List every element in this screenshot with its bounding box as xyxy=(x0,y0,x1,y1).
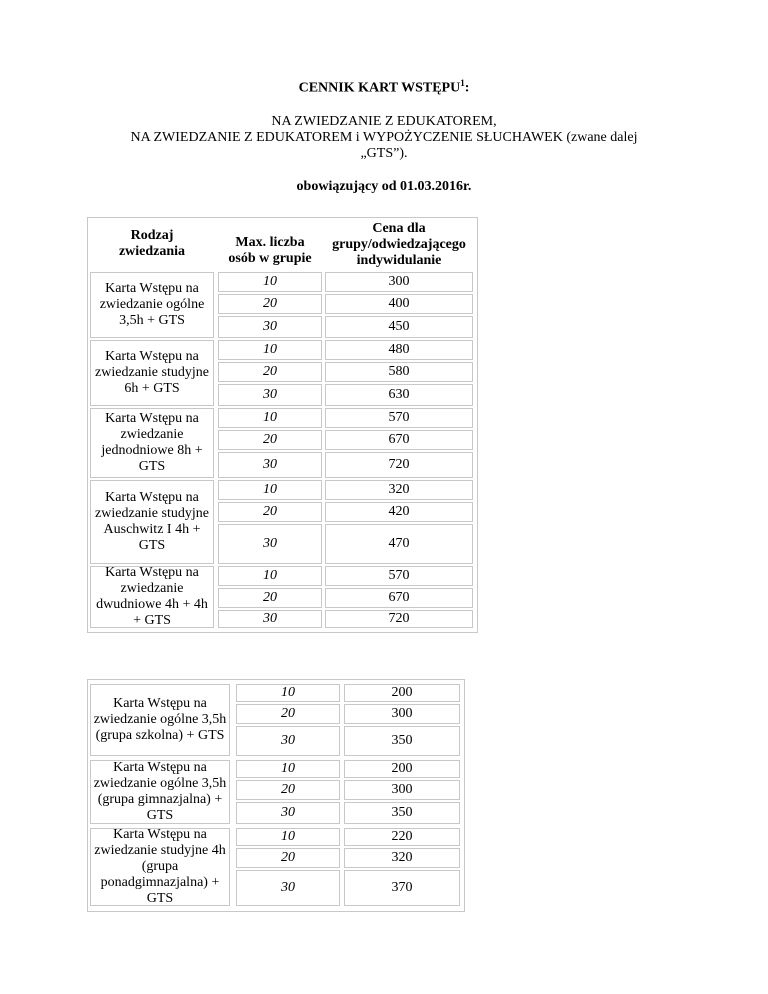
price-cell: 580 xyxy=(325,362,473,382)
row-type-label: Karta Wstępu na zwiedzanie jednodniowe 8h + GTS xyxy=(90,408,214,478)
group-size-cell: 10 xyxy=(218,340,322,360)
footnote-marker: 1 xyxy=(460,78,465,88)
column-header-price: Cena dla grupy/odwiedzającego indywidulanie xyxy=(332,221,466,268)
group-size-cell: 30 xyxy=(218,452,322,478)
group-size-cell: 30 xyxy=(218,316,322,338)
group-size-cell: 20 xyxy=(218,502,322,522)
valid-from-date: obowiązujący od 01.03.2016r. xyxy=(296,179,472,194)
group-size-cell: 10 xyxy=(218,408,322,428)
price-cell: 450 xyxy=(325,316,473,338)
group-size-cell: 30 xyxy=(218,610,322,628)
group-size-cell: 10 xyxy=(236,760,340,778)
group-size-cell: 20 xyxy=(218,294,322,314)
price-cell: 200 xyxy=(344,760,460,778)
group-size-cell: 30 xyxy=(218,524,322,564)
page-subtitle xyxy=(0,114,768,162)
price-cell: 570 xyxy=(325,566,473,586)
column-header-max-group: Max. liczba osób w grupie xyxy=(228,235,312,266)
row-type-label: Karta Wstępu na zwiedzanie dwudniowe 4h + 4h + GTS xyxy=(90,566,214,628)
price-cell: 720 xyxy=(325,610,473,628)
price-cell: 350 xyxy=(344,726,460,756)
price-cell: 300 xyxy=(344,704,460,724)
column-header-type: Rodzaj zwiedzania xyxy=(118,228,186,259)
price-table-groups xyxy=(87,679,465,912)
group-size-cell: 30 xyxy=(218,384,322,406)
group-size-cell: 20 xyxy=(236,704,340,724)
page-title: CENNIK KART WSTĘPU$^1$: xyxy=(298,78,470,96)
price-cell: 470 xyxy=(325,524,473,564)
price-cell: 630 xyxy=(325,384,473,406)
row-type-label: Karta Wstępu na zwiedzanie studyjne 6h + GTS xyxy=(90,340,214,406)
subtitle-line: „GTS”). xyxy=(360,146,408,161)
price-cell: 480 xyxy=(325,340,473,360)
group-size-cell: 10 xyxy=(218,566,322,586)
price-cell: 420 xyxy=(325,502,473,522)
price-cell: 320 xyxy=(325,480,473,500)
price-cell: 570 xyxy=(325,408,473,428)
row-type-label: Karta Wstępu na zwiedzanie ogólne 3,5h + GTS xyxy=(90,272,214,338)
group-size-cell: 20 xyxy=(218,362,322,382)
group-size-cell: 10 xyxy=(236,684,340,702)
price-cell: 200 xyxy=(344,684,460,702)
price-table-main xyxy=(87,217,478,633)
subtitle-line: NA ZWIEDZANIE Z EDUKATOREM i WYPOŻYCZENIE SŁUCHAWEK (zwane dalej xyxy=(130,130,638,145)
price-cell: 300 xyxy=(325,272,473,292)
group-size-cell: 10 xyxy=(236,828,340,846)
group-size-cell: 30 xyxy=(236,870,340,906)
group-size-cell: 30 xyxy=(236,802,340,824)
price-cell: 370 xyxy=(344,870,460,906)
group-size-cell: 20 xyxy=(218,588,322,608)
price-cell: 320 xyxy=(344,848,460,868)
price-cell: 350 xyxy=(344,802,460,824)
price-cell: 400 xyxy=(325,294,473,314)
price-cell: 220 xyxy=(344,828,460,846)
group-size-cell: 30 xyxy=(236,726,340,756)
price-cell: 670 xyxy=(325,588,473,608)
group-size-cell: 10 xyxy=(218,480,322,500)
group-size-cell: 20 xyxy=(236,780,340,800)
price-cell: 720 xyxy=(325,452,473,478)
group-size-cell: 20 xyxy=(236,848,340,868)
group-size-cell: 10 xyxy=(218,272,322,292)
price-cell: 300 xyxy=(344,780,460,800)
row-type-label: Karta Wstępu na zwiedzanie studyjne Auschwitz I 4h + GTS xyxy=(90,480,214,564)
row-type-label: Karta Wstępu na zwiedzanie studyjne 4h (grupa ponadgimnazjalna) + GTS xyxy=(90,828,230,906)
row-type-label: Karta Wstępu na zwiedzanie ogólne 3,5h (grupa szkolna) + GTS xyxy=(90,684,230,756)
row-type-label: Karta Wstępu na zwiedzanie ogólne 3,5h (grupa gimnazjalna) + GTS xyxy=(90,760,230,824)
price-cell: 670 xyxy=(325,430,473,450)
group-size-cell: 20 xyxy=(218,430,322,450)
subtitle-line: NA ZWIEDZANIE Z EDUKATOREM, xyxy=(271,114,497,129)
